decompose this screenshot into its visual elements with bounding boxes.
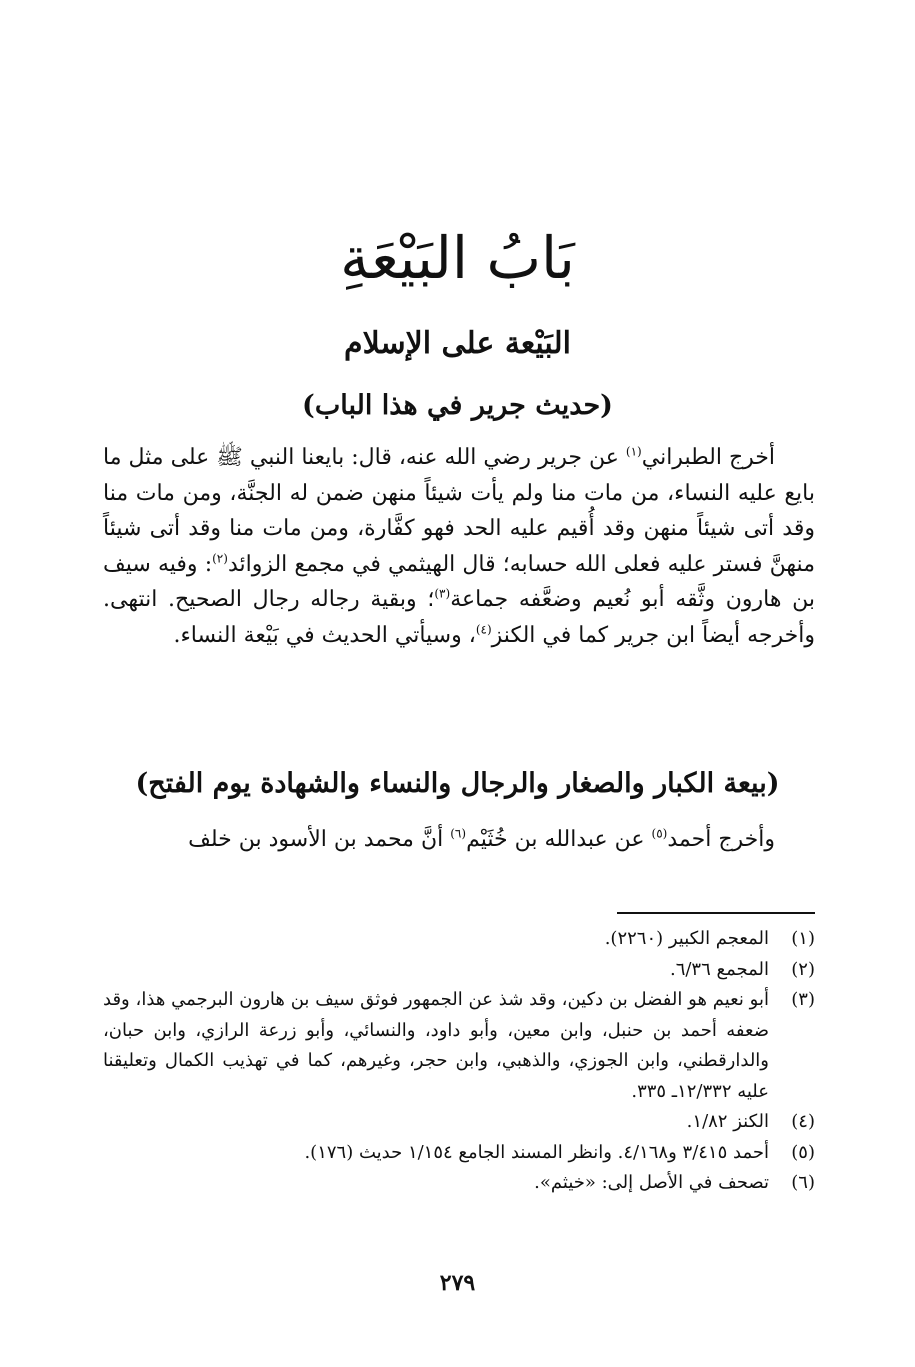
footnote-ref-5[interactable]: (٥) [651,826,668,841]
footnote-text: تصحف في الأصل إلى: «خيثم». [534,1172,769,1193]
footnote-number: (٦) [791,1172,815,1193]
footnote-ref-4[interactable]: (٤) [475,622,492,637]
text-run: ؛ وبقية رجاله رجال الصحيح. انتهى. وأخرجه أيضاً ابن جرير كما في الكنز [103,587,815,648]
footnote-ref-3[interactable]: (٣) [434,586,451,601]
footnote-number: (٢) [791,958,815,980]
chapter-title: بَابُ البَيْعَةِ [340,224,575,292]
footnote-item [103,924,815,955]
footnote-text: الكنز ١/٨٢. [686,1111,769,1132]
footnote-item [103,1168,815,1199]
footnote-number: (٥) [791,1141,815,1163]
text-run: وأخرج أحمد [667,827,775,852]
paragraph-jarir-hadith [103,440,815,653]
subheading-fath-bayah: (بيعة الكبار والصغار والرجال والنساء والشهادة يوم الفتح) [135,768,780,799]
footnote-number: (٤) [791,1111,815,1132]
footnote-text: أبو نعيم هو الفضل بن دكين، وقد شذ عن الجمهور فوثق سيف بن هارون البرجمي هذا، وقد ضعفه أحمد بن حنبل، وابن معين، وأبو داود، والنسائي، وأبو زرعة الرازي، وابن حبان، والدارقطني، وابن الجوزي، والذهبي، وابن حجر، وغيرهم، كما في تهذيب الكمال وتعليقنا عليه ١٢/٣٣٢ـ ٣٣٥. [103,989,769,1102]
footnote-number: (٣) [791,989,815,1010]
footnote-ref-1[interactable]: (١) [625,444,642,459]
footnote-ref-2[interactable]: (٢) [212,551,228,566]
text-run: : وفيه سيف بن هارون وثَّقه أبو نُعيم وضعَّفه جماعة [103,551,815,612]
footnotes-list [103,924,815,1199]
footnote-text: المجمع ٦/٣٦. [669,958,769,980]
footnote-item [103,1138,815,1169]
footnote-divider [617,912,815,914]
section-heading: البَيْعة على الإسلام [344,326,571,361]
page-number: ٢٧٩ [439,1270,476,1296]
text-run: عن عبدالله بن خُثَيْم [466,827,652,852]
footnote-item [103,1107,815,1138]
footnote-item [103,955,815,986]
footnote-text: أحمد ٣/٤١٥ و٤/١٦٨. وانظر المسند الجامع ١/١٥٤ حديث (١٧٦). [304,1141,769,1163]
text-run: ، وسيأتي الحديث في بَيْعة النساء. [173,622,476,648]
subheading-jarir-hadith: (حديث جرير في هذا الباب) [302,390,613,421]
paragraph-ahmad-narration [103,822,815,858]
footnote-number: (١) [791,928,815,949]
text-run: عن جرير رضي الله عنه، قال: بايعنا النبي ﷺ على مثل ما بايع عليه النساء، من مات منا ولم يأت شيئاً منهن ضمن له الجنَّة، ومن مات منا وقد أتى شيئاً منهن وقد أُقيم عليه الحد فهو كفَّارة، ومن مات منا وقد أتى شيئاً منهنَّ فستر عليه فعلى الله حسابه؛ قال الهيثمي في مجمع الزوائد [103,445,815,577]
footnote-ref-6[interactable]: (٦) [450,826,467,841]
footnote-item [103,985,815,1107]
footnote-text: المعجم الكبير (٢٢٦٠). [604,928,769,949]
text-run: أخرج الطبراني [641,445,775,470]
text-run: أنَّ محمد بن الأسود بن خلف [188,827,451,852]
